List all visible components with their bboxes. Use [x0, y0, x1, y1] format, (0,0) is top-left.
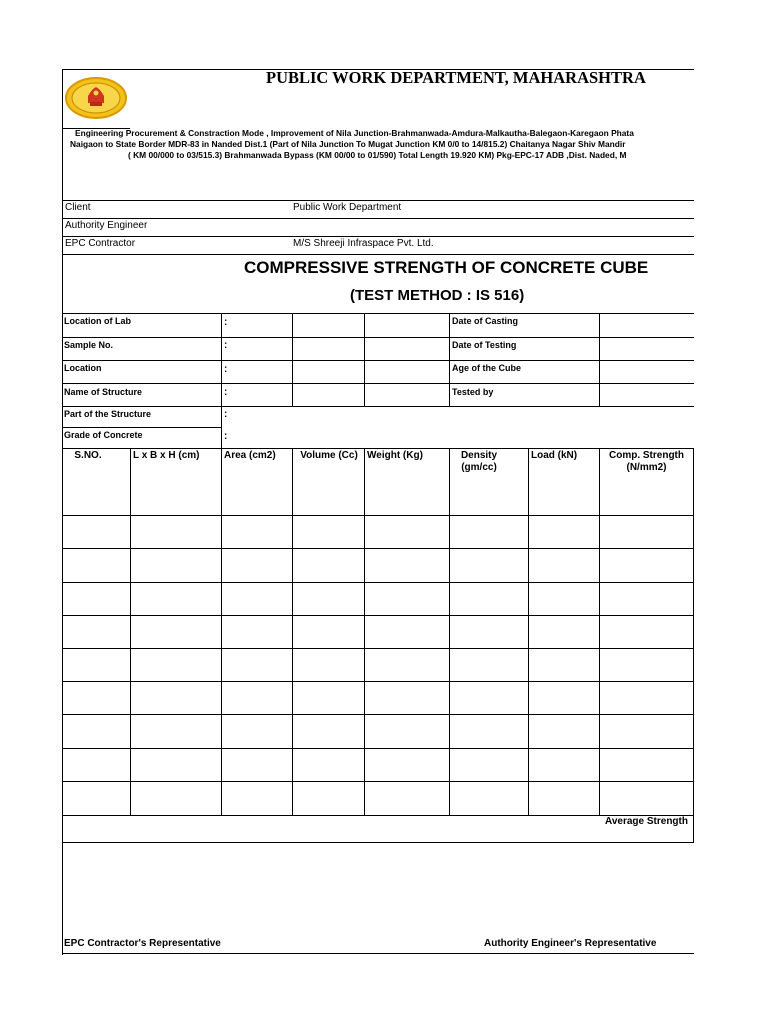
client-label: Client	[65, 202, 91, 213]
col-header-density-line1: Density	[460, 450, 498, 461]
col-header-comp-strength	[600, 450, 693, 474]
authority-engineer-label: Authority Engineer	[65, 220, 148, 231]
name-of-structure-label: Name of Structure	[64, 387, 143, 397]
test-method: (TEST METHOD : IS 516)	[350, 287, 525, 304]
col-header-weight: Weight (Kg)	[367, 450, 423, 461]
form-title: COMPRESSIVE STRENGTH OF CONCRETE CUBE	[244, 258, 649, 277]
col-header-strength-line1: Comp. Strength	[609, 450, 684, 461]
project-line-1: Engineering Procurement & Constraction Mode , Improvement of Nila Junction-Brahmanwada-Amdura-Malkautha-Balegaon-Karegaon Phata	[75, 128, 634, 138]
project-description	[62, 128, 694, 164]
col-header-density	[450, 450, 508, 474]
colon: :	[224, 431, 228, 442]
colon: :	[224, 387, 228, 398]
col-header-density-line2: (gm/cc)	[461, 462, 497, 473]
epc-contractor-label: EPC Contractor	[65, 238, 136, 249]
project-line-2: Naigaon to State Border MDR-83 in Nanded Dist.1 (Part of Nila Junction To Mugat Junction KM 0/0 to 14/815.2) Chaitanya Nagar Shiv Mandir	[70, 139, 626, 149]
client-value: Public Work Department	[293, 202, 402, 213]
colon: :	[224, 340, 228, 351]
pwd-emblem-logo	[64, 76, 128, 120]
col-header-strength-line2: (N/mm2)	[626, 462, 667, 473]
date-of-casting-label: Date of Casting	[452, 316, 519, 326]
epc-contractor-representative: EPC Contractor's Representative	[64, 938, 221, 949]
authority-engineer-representative: Authority Engineer's Representative	[484, 938, 657, 949]
colon: :	[224, 409, 228, 420]
date-of-testing-label: Date of Testing	[452, 340, 517, 350]
tested-by-label: Tested by	[452, 387, 494, 397]
location-label: Location	[64, 363, 102, 373]
age-of-cube-label: Age of the Cube	[452, 363, 521, 373]
col-header-load: Load (kN)	[531, 450, 578, 461]
sample-no-label: Sample No.	[64, 340, 114, 350]
colon: :	[224, 317, 228, 328]
grade-of-concrete-label: Grade of Concrete	[64, 430, 143, 440]
col-header-area: Area (cm2)	[224, 450, 276, 461]
department-title: PUBLIC WORK DEPARTMENT, MAHARASHTRA	[266, 68, 646, 87]
location-of-lab-label: Location of Lab	[64, 316, 131, 326]
col-header-dimensions: L x B x H (cm)	[133, 450, 200, 461]
part-of-structure-label: Part of the Structure	[64, 409, 152, 419]
epc-contractor-value: M/S Shreeji Infraspace Pvt. Ltd.	[293, 238, 434, 249]
col-header-sno: S.NO.	[74, 450, 102, 461]
project-line-3: ( KM 00/000 to 03/515.3) Brahmanwada Bypass (KM 00/00 to 01/590) Total Length 19.920 KM) Pkg-EPC-17 ADB ,Dist. Naded, M	[128, 150, 627, 160]
col-header-volume: Volume (Cc)	[300, 450, 358, 461]
average-strength-label: Average Strength	[605, 816, 688, 827]
colon: :	[224, 364, 228, 375]
